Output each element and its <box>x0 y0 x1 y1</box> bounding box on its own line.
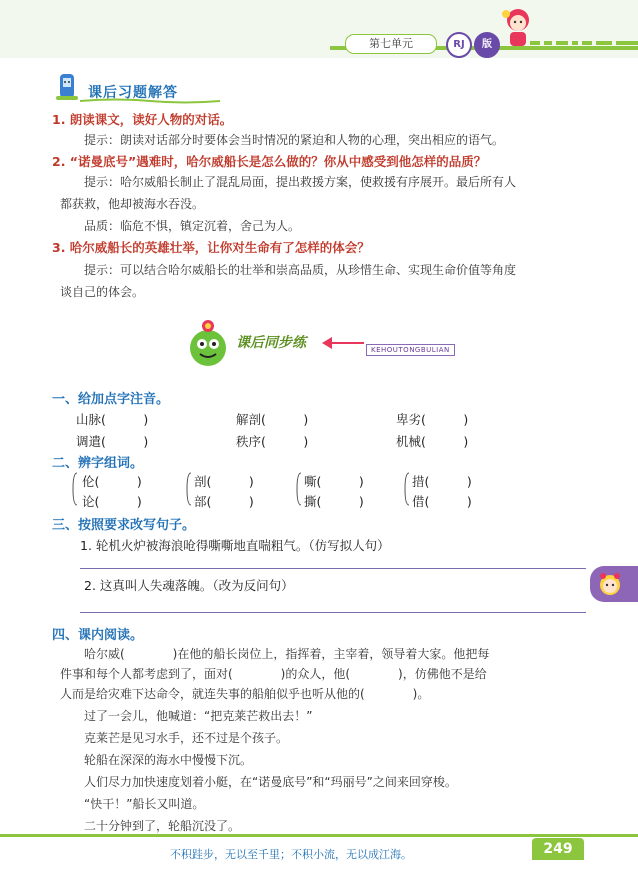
char-group-item-3: 剖( ) <box>194 474 254 489</box>
edition-badge-ban: 版 <box>474 32 500 58</box>
header-decoration-dashes <box>530 38 638 48</box>
reading-line-3: 人而是给灾难下达命令，就连失事的船舶似乎也听从他的( )。 <box>60 687 430 701</box>
rewrite-sentence-1: 1. 轮机火炉被海浪呛得嘶嘶地直喘粗气。（仿写拟人句） <box>80 538 390 553</box>
question-1: 1. 朗读课文，读好人物的对话。 <box>52 112 233 127</box>
pinyin-item-4: 调遣( ) <box>76 434 149 449</box>
unit-label: 第七单元 <box>345 34 437 54</box>
edition-badge-rj: RJ <box>446 32 472 58</box>
char-group-item-5: 嘶( ) <box>304 474 364 489</box>
reading-line-7: 人们尽力加快速度划着小艇，在“诺曼底号”和“玛丽号”之间来回穿梭。 <box>84 775 457 789</box>
reading-line-4: 过了一会儿，他喊道：“把克莱芒救出去！” <box>84 709 313 723</box>
sync-pinyin-label: KEHOUTONGBULIAN <box>366 344 455 356</box>
pinyin-item-3: 卑劣( ) <box>396 412 469 427</box>
question-2: 2. “诺曼底号”遇难时，哈尔威船长是怎么做的？你从中感受到他怎样的品质？ <box>52 154 487 169</box>
char-group-item-4: 部( ) <box>194 494 254 509</box>
side-mascot-icon <box>596 570 624 598</box>
reading-line-5: 克莱芒是见习水手，还不过是个孩子。 <box>84 731 289 745</box>
reading-line-6: 轮船在深深的海水中慢慢下沉。 <box>84 753 253 767</box>
pinyin-item-1: 山脉( ) <box>76 412 149 427</box>
answer-1: 提示：朗读对话部分时要体会当时情况的紧迫和人物的心理，突出相应的语气。 <box>84 133 505 147</box>
brace-3 <box>296 472 302 506</box>
reading-line-9: 二十分钟到了，轮船沉没了。 <box>84 819 241 833</box>
char-group-item-8: 借( ) <box>412 494 472 509</box>
answer-3-line-1: 提示：可以结合哈尔威船长的壮举和崇高品质，从珍惜生命、实现生命价值等角度 <box>84 263 517 277</box>
footer-motto: 不积跬步，无以至千里；不积小流，无以成江海。 <box>170 848 412 861</box>
mascot-phone-icon <box>52 72 82 102</box>
footer-rule <box>0 834 638 837</box>
answer-2-line-3: 品质：临危不惧，镇定沉着，舍己为人。 <box>84 219 301 233</box>
reading-line-1: 哈尔威( )在他的船长岗位上，指挥着，主宰着，领导着大家。他把每 <box>84 647 490 661</box>
page-number: 249 <box>532 838 584 860</box>
title-underline <box>80 98 220 104</box>
arrow-left-icon <box>322 336 364 350</box>
pinyin-item-2: 解剖( ) <box>236 412 309 427</box>
char-group-item-2: 论( ) <box>82 494 142 509</box>
reading-line-2: 件事和每个人都考虑到了，面对( )的众人，他( )，仿佛他不是给 <box>60 667 487 681</box>
part3-heading: 三、按照要求改写句子。 <box>52 518 196 533</box>
part2-heading: 二、辨字组词。 <box>52 456 144 471</box>
brace-4 <box>404 472 410 506</box>
answer-2-line-2: 都获救，他却被海水吞没。 <box>60 197 205 211</box>
part4-heading: 四、课内阅读。 <box>52 628 144 643</box>
answer-2-line-1: 提示：哈尔威船长制止了混乱局面，提出救援方案，使救援有序展开。最后所有人 <box>84 175 517 189</box>
char-group-item-6: 撕( ) <box>304 494 364 509</box>
brace-2 <box>186 472 192 506</box>
answer-line-1[interactable] <box>80 568 586 569</box>
pinyin-item-5: 秩序( ) <box>236 434 309 449</box>
answer-line-2[interactable] <box>80 612 586 613</box>
pinyin-item-6: 机械( ) <box>396 434 469 449</box>
sync-exercise-title: 课后同步练 <box>236 335 306 351</box>
rewrite-sentence-2: 2. 这真叫人失魂落魄。（改为反问句） <box>84 578 294 593</box>
mascot-monster-icon <box>180 316 236 372</box>
question-3: 3. 哈尔威船长的英雄壮举，让你对生命有了怎样的体会？ <box>52 240 370 255</box>
part1-heading: 一、给加点字注音。 <box>52 392 170 407</box>
reading-line-8: “快干！”船长又叫道。 <box>84 797 205 811</box>
brace-1 <box>72 472 78 506</box>
char-group-item-1: 伦( ) <box>82 474 142 489</box>
char-group-item-7: 措( ) <box>412 474 472 489</box>
section-title-answers: 课后习题解答 <box>88 85 178 101</box>
answer-3-line-2: 谈自己的体会。 <box>60 285 145 299</box>
